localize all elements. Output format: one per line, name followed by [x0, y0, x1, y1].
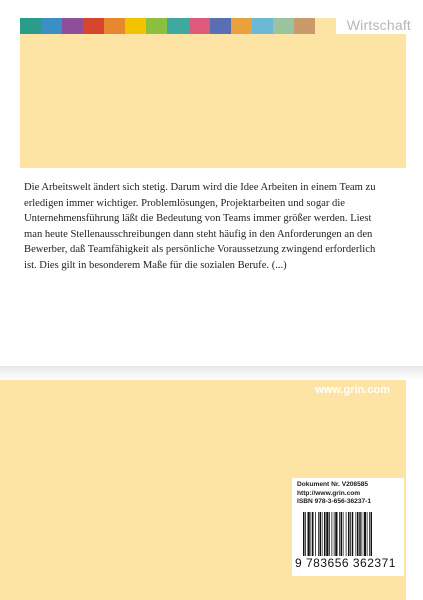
color-strip-segment	[315, 18, 336, 34]
barcode-bar	[311, 512, 312, 556]
barcode-bar	[326, 512, 328, 556]
barcode-image	[302, 512, 400, 556]
color-strip-segment	[146, 18, 167, 34]
barcode-bar	[324, 512, 326, 556]
color-strip-segment	[104, 18, 125, 34]
barcode-bar	[332, 512, 333, 556]
color-strip-segment	[167, 18, 188, 34]
cover-image-panel	[20, 34, 406, 168]
barcode-bar	[364, 512, 366, 556]
color-strip-segment	[252, 18, 273, 34]
color-strip-segment	[125, 18, 146, 34]
color-strip-segment	[41, 18, 62, 34]
barcode-bar	[312, 512, 314, 556]
color-strip-segment	[210, 18, 231, 34]
back-cover-blurb: Die Arbeitswelt ändert sich stetig. Darum wird die Idee Arbeiten in einem Team zu erledigen immer wichtiger. Problemlösungen, Projektarbeiten und sogar die Unternehmensführung läßt die Bedeutung von Teams immer größer werden. Liest man heute Stellenausschreibungen dann steht häufig in den Anforderungen an den Bewerber, daß Teamfähigkeit als persönliche Voraussetzung zwingend erforderlich ist. Dies gilt in besonderem Maße für die sozialen Berufe. (...)	[24, 182, 376, 271]
barcode-bar	[343, 512, 344, 556]
color-strip-segment	[20, 18, 41, 34]
barcode-bar	[357, 512, 359, 556]
color-strip-segment	[231, 18, 252, 34]
barcode-bar	[322, 512, 323, 556]
barcode-bar	[362, 512, 363, 556]
barcode-bar	[335, 512, 337, 556]
barcode-bar	[359, 512, 361, 556]
barcode-bar	[303, 512, 305, 556]
barcode-bar	[369, 512, 370, 556]
barcode-bar	[329, 512, 330, 556]
barcode-bar	[318, 512, 319, 556]
barcode-bar	[308, 512, 310, 556]
barcode-bar	[339, 512, 340, 556]
publisher-url[interactable]: www.grin.com	[315, 384, 390, 396]
color-strip-segment	[62, 18, 83, 34]
barcode-bar	[334, 512, 335, 556]
barcode-bar	[371, 512, 373, 556]
barcode-bar	[348, 512, 350, 556]
color-strip-segment	[189, 18, 210, 34]
barcode-bar	[305, 512, 306, 556]
color-strip-segment	[273, 18, 294, 34]
barcode-bar	[367, 512, 368, 556]
barcode-bar	[346, 512, 347, 556]
color-strip-segment	[83, 18, 104, 34]
document-number: Dokument Nr. V208585	[297, 481, 369, 488]
document-info	[297, 481, 371, 507]
panel-shadow	[0, 366, 423, 380]
barcode-bar	[356, 512, 357, 556]
barcode-digits: 9 783656 362371	[295, 556, 396, 570]
barcode-bar	[341, 512, 343, 556]
barcode-bar	[320, 512, 322, 556]
color-strip-segment	[294, 18, 315, 34]
isbn: ISBN 978-3-656-36237-1	[297, 498, 372, 506]
barcode-bar	[315, 512, 316, 556]
color-strip	[20, 18, 336, 34]
barcode-bar	[352, 512, 354, 556]
category-label: Wirtschaft	[346, 17, 411, 33]
document-link[interactable]: http://www.grin.com	[297, 489, 361, 497]
barcode-bar	[350, 512, 351, 556]
